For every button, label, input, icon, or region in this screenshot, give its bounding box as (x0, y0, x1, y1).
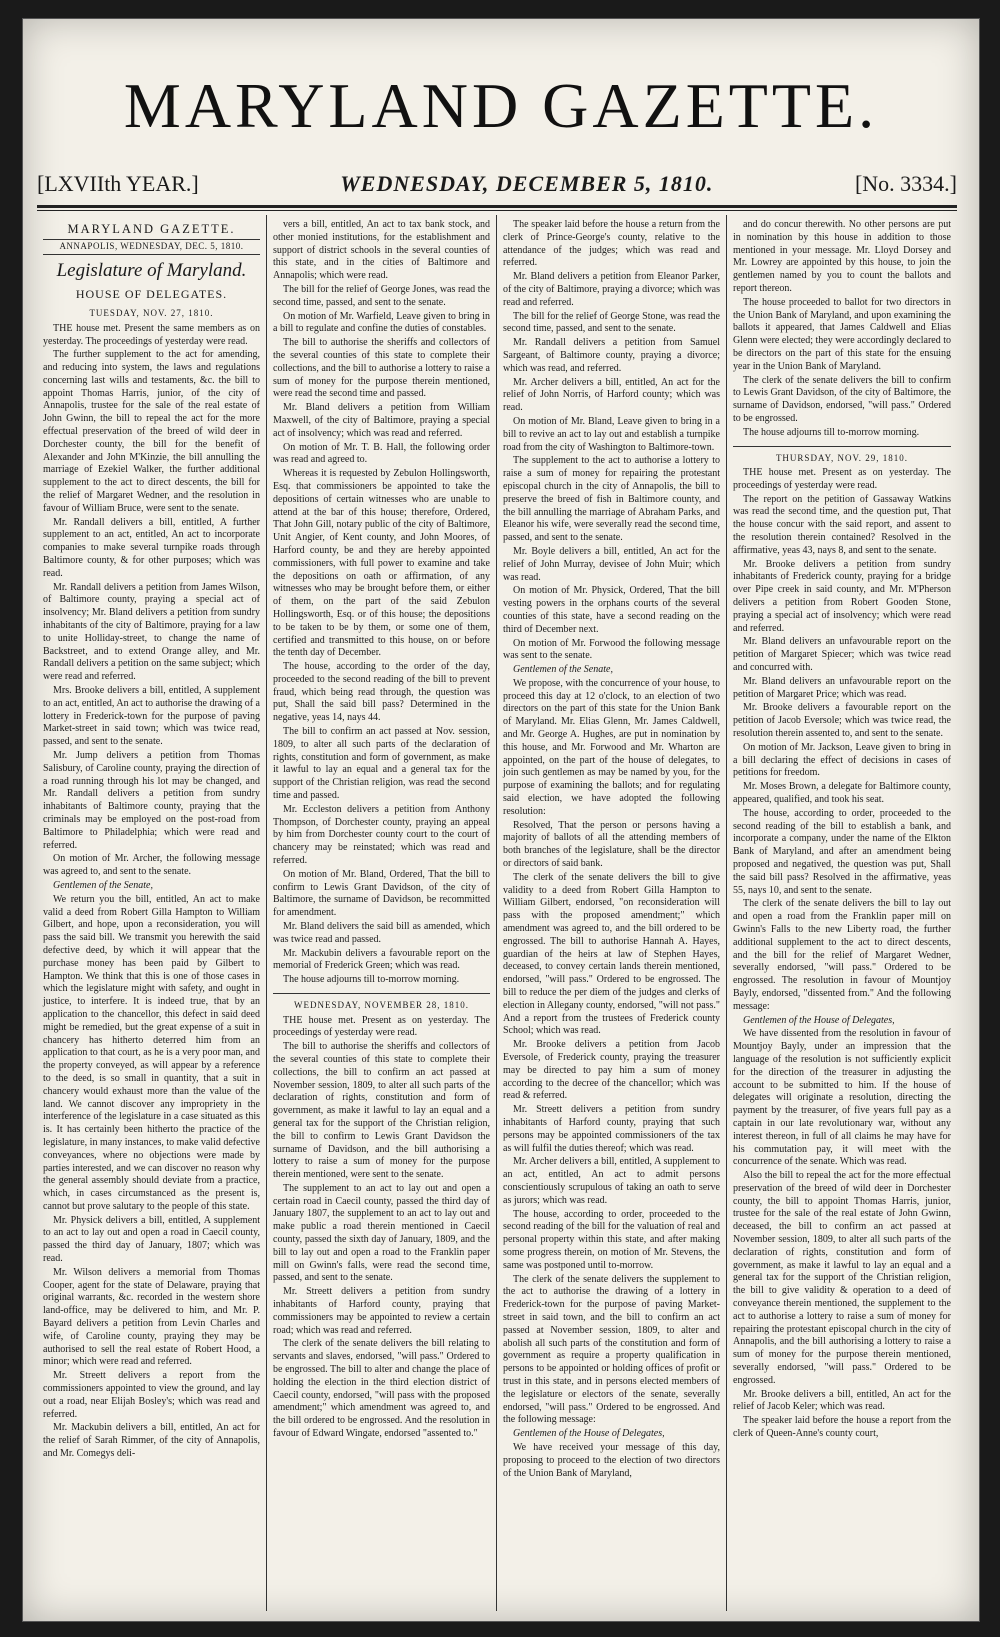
paragraph: On motion of Mr. Physick, Ordered, That the bill vesting powers in the orphans courts of the several counties of this state, have a second reading on the third of December next. (503, 585, 720, 635)
masthead-title: MARYLAND GAZETTE. (123, 70, 879, 141)
section-dateline: ANNAPOLIS, WEDNESDAY, DEC. 5, 1810. (43, 239, 260, 255)
message-salutation: Gentlemen of the Senate, (513, 664, 613, 676)
paragraph: Mr. Randall delivers a bill, entitled, A further supplement to an act, entitled, An act to incorporate companies to make several turnpike roads through Baltimore county, & for other purposes; which was read. (43, 516, 260, 579)
paragraph: We return you the bill, entitled, An act to make valid a deed from Robert Gilla Hampton to William Gilbert, and hope, upon a reconsideration, you will pass the said bill. We transmit you herewith the said defective deed, by which it will appear that the purchase money has been paid by Gilbert to Hampton. We think that this is one of those cases in which the legislature might with safety, and ought in justice, to interfere. It is indeed true, that by an application to the chancellor, this defect in said deed might be remedied, but the great expense of a suit in chancery has hitherto deterred him from an application to that court, as he is a very poor man, and the property conveyed, as will appear by a reference to the deed, is so small in quantity, that a suit in chancery would exhaust more than the value of the land. We cannot discover any impropriety in the interference of the legislature in a case situated as this is. It has certainly been hitherto the practice of the legislature, in many instances, to make valid defective conveyances, where no objections were made by parties interested, and we can discover no reason why the general assembly should deviate from a practice, which, in cases circumstanced as the present is, cannot but prove salutary to the people of this state. (43, 893, 260, 1212)
volume-year: [LXVIIth YEAR.] (37, 171, 199, 196)
paragraph: Mr. Brooke delivers a bill, entitled, An act for the relief of Jacob Keler; which was read. (733, 1388, 951, 1413)
paragraph: The bill to authorise the sheriffs and collectors of the several counties of this state to complete their collections, the bill to confirm an act passed at November session, 1809, to alter all such parts of the declaration of rights, constitution and form of government, as make it lawful to lay an equal and a general tax for the support of the Christian religion, the bill to confirm to Lewis Grant Davidson the surname of Davidson, and the bill authorising a lottery to raise a sum of money for the purpose therein mentioned, were sent to the senate. (273, 1041, 490, 1181)
paragraph: The house, according to order, proceeded to the second reading of the bill for the valuation of real and personal property within this state, and after making some progress therein, on motion of Mr. Stevens, the same was postponed until to-morrow. (503, 1208, 720, 1271)
message-salutation: Gentlemen of the House of Delegates, (513, 1428, 665, 1440)
paragraph: Mr. Boyle delivers a bill, entitled, An act for the relief of John Murray, devisee of John Muir; which was read. (503, 545, 720, 583)
paragraph: Mr. Bland delivers a petition from William Maxwell, of the city of Baltimore, praying a special act of insolvency; which was read and referred. (273, 402, 490, 439)
paragraph: Mr. Brooke delivers a petition from sundry inhabitants of Frederick county, praying for a bridge over Pipe creek in said county, and Mr. M'Pherson delivers a petition from Robert Gooden Stone, praying a special act of insolvency; which were read and referred. (733, 558, 951, 634)
paragraph: Mr. Archer delivers a bill, entitled, A supplement to an act, entitled, An act to admit persons conscientiously scrupulous of taking an oath to serve as jurors; which was read. (503, 1156, 720, 1206)
column-2 (267, 215, 497, 1611)
paragraph: Mrs. Brooke delivers a bill, entitled, A supplement to an act, entitled, An act to authorise the drawing of a lottery in Frederick-town for the purpose of paving Market-street in said town; which was twice read, passed, and sent to the senate. (43, 685, 260, 748)
paragraph: Mr. Randall delivers a petition from Samuel Sargeant, of Baltimore county, praying a divorce; which was read, and referred. (503, 337, 720, 374)
paragraph: Mr. Brooke delivers a petition from Jacob Eversole, of Frederick county, praying the treasurer may be directed to pay him a sum of money according to the decree of the chancellor; which was read & referred. (503, 1039, 720, 1102)
paragraph: Mr. Streett delivers a petition from sundry inhabitants of Harford county, praying that commissioners may be appointed to review a certain road; which was read and referred. (273, 1286, 490, 1336)
house-heading: HOUSE OF DELEGATES. (75, 286, 228, 301)
paragraph: The clerk of the senate delivers the bill to give validity to a deed from Robert Gilla Hampton to William Gilbert, endorsed, "on reconsideration will pass with the proposed amendment;" which amendment was agreed to, and the bill ordered to be engrossed. The bill to authorise Hannah A. Hayes, guardian of the heirs at law of Stephen Hayes, deceased, to convey certain lands therein mentioned, endorsed, "will pass." Ordered to be engrossed. The bill to reduce the per diem of the judges and clerks of election in Allegany county, endorsed, "will not pass." And a report from the trustees of Frederick county School; which was read. (503, 871, 720, 1037)
article-columns (37, 215, 957, 1611)
paragraph: On motion of Mr. Bland, Ordered, That the bill to confirm to Lewis Grant Davidson, of the city of Baltimore, the surname of Davidson, be recommitted for amendment. (273, 868, 490, 919)
paragraph: On motion of Mr. Jackson, Leave given to bring in a bill declaring the effect of decisions in cases of petitions for freedom. (733, 741, 951, 779)
divider (733, 446, 951, 447)
section-title: MARYLAND GAZETTE. (67, 222, 236, 236)
paragraph: We propose, with the concurrence of your house, to proceed this day at 12 o'clock, to an election of two directors on the part of this state for the Union Bank of Maryland. Mr. Elias Glenn, Mr. James Caldwell, and Mr. George A. Hughes, are put in nomination by this house, and Mr. Forwood and Mr. Wharton are appointed, on the part of the house of delegates, to join such gentlemen as may be named by you, for the purpose of examining the ballots; and for regulating said election, we have adopted the following resolution: (503, 677, 720, 817)
adjourn-note: The house adjourns till to-morrow morning. (283, 974, 460, 986)
paragraph: The house proceeded to ballot for two directors in the Union Bank of Maryland, and upon examining the ballots it appeared, that James Caldwell and Elias Glenn were elected; they were accordingly declared to be directors on the part of this state for the ensuing year in the Union Bank of Maryland. (733, 296, 951, 372)
paragraph: The house, according to order, proceeded to the second reading of the bill to establish a bank, and incorporate a company, under the name of the Elkton Bank of Maryland, and after an amendment being proposed and negatived, the question was put, Shall the said bill pass? Resolved in the affirmative, yeas 55, nays 10, and sent to the senate. (733, 807, 951, 896)
paragraph: On motion of Mr. Bland, Leave given to bring in a bill to revive an act to lay out and establish a turnpike road from the city of Washington to Baltimore-town. (503, 415, 720, 453)
paragraph: Mr. Eccleston delivers a petition from Anthony Thompson, of Dorchester county, praying an appeal by him from Dorchester county court to the court of chancery may be reinstated; which was read and referred. (273, 803, 490, 867)
paragraph: Resolved, That the person or persons having a majority of ballots of all the attending members of both branches of the legislature, shall be the director or directors of said bank. (503, 819, 720, 870)
paragraph: Whereas it is requested by Zebulon Hollingsworth, Esq. that commissioners be appointed to take the depositions of certain witnesses who are unable to attend at the bar of this house; therefore, Ordered, That John Gill, notary public of the city of Baltimore, Unit Angier, of Kent county, and John Moores, of Harford county, be and they are hereby appointed commissioners, with full power to examine and take the depositions on oath or affirmation, of any witnesses who may be brought before them, or either of them, on the part of the said Zebulon Hollingsworth, Esq. or of this house; the depositions to be taken to be by them, or some one of them, certified and transmitted to this house, on or before the tenth day of December. (273, 468, 490, 659)
paragraph: Mr. Mackubin delivers a bill, entitled, An act for the relief of Sarah Rimmer, of the city of Annapolis, and Mr. Comegys deli- (43, 1422, 260, 1460)
dateline (37, 167, 957, 201)
paragraph: The bill for the relief of George Jones, was read the second time, passed, and sent to the senate. (273, 283, 490, 308)
paragraph: Mr. Physick delivers a bill, entitled, A supplement to an act to lay out and open a road in Caecil county, passed the third day of January, 1807; which was read. (43, 1214, 260, 1265)
paragraph: Mr. Wilson delivers a memorial from Thomas Cooper, agent for the state of Delaware, praying that original warrants, &c. recorded in the western shore land-office, may be delivered to him, and Mr. P. Bayard delivers a petition from Levin Charles and wife, of Caroline county, praying they may be authorised to sell the real estate of Robert Hood, a minor; which were read and referred. (43, 1266, 260, 1368)
paragraph: Mr. Moses Brown, a delegate for Baltimore county, appeared, qualified, and took his seat. (733, 781, 951, 805)
day-heading: TUESDAY, NOV. 27, 1810. (89, 308, 214, 319)
paragraph: THE house met. Present the same members as on yesterday. The proceedings of yesterday were read. (43, 322, 260, 347)
paragraph: The speaker laid before the house a report from the clerk of Queen-Anne's county court, (733, 1415, 951, 1440)
paragraph: Mr. Bland delivers the said bill as amended, which was twice read and passed. (273, 921, 490, 945)
paragraph: On motion of Mr. Forwood the following message was sent to the senate. (503, 637, 720, 662)
paragraph: The supplement to an act to lay out and open a certain road in Caecil county, passed the third day of January 1807, the supplement to an act to lay out and make public a road therein mentioned in Caecil county, passed the sixth day of January, 1809, and the bill to lay out and open a road to the Franklin paper mill on Gwinn's falls, were read the second time, passed, and sent to the senate. (273, 1182, 490, 1284)
paragraph: On motion of Mr. Warfield, Leave given to bring in a bill to regulate and confine the duties of constables. (273, 310, 490, 335)
paragraph: The clerk of the senate delivers the bill relating to servants and slaves, endorsed, "will pass." Ordered to be engrossed. The bill to alter and change the place of holding the election in the third election district of Caecil county, endorsed, "will pass with the proposed amendment;" which amendment was agreed to, and the bill ordered to be engrossed. And the resolution in favour of Edward Wingate, endorsed "assented to." (273, 1338, 490, 1440)
paragraph: Mr. Mackubin delivers a favourable report on the memorial of Frederick Green; which was read. (273, 947, 490, 972)
paragraph: On motion of Mr. Archer, the following message was agreed to, and sent to the senate. (43, 853, 260, 878)
paragraph: The bill to authorise the sheriffs and collectors of the several counties of this state to complete their collections, and the bill to authorise a lottery to raise a sum of money for the purpose therein mentioned, were read the second time and passed. (273, 337, 490, 400)
paragraph: Mr. Bland delivers a petition from Eleanor Parker, of the city of Baltimore, praying a divorce; which was read and referred. (503, 271, 720, 308)
adjourn-note: The house adjourns till to-morrow morning. (743, 426, 920, 438)
paragraph: The bill to confirm an act passed at Nov. session, 1809, to alter all such parts of the declaration of rights, constitution and form of government, as make it lawful to lay an equal and a general tax for the support of the Christian religion, was read the second time and passed. (273, 726, 490, 802)
newspaper-page (22, 18, 980, 1622)
message-salutation: Gentlemen of the House of Delegates, (743, 1014, 895, 1026)
paragraph: The report on the petition of Gassaway Watkins was read the second time, and the question put, That the house concur with the said report, and assent to the resolution therein contained? Resolved in the affirmative, yeas 43, nays 8, and sent to the senate. (733, 493, 951, 556)
dateline-rule-thin (37, 210, 957, 211)
divider (273, 993, 490, 994)
paragraph: vers a bill, entitled, An act to tax bank stock, and other monied institutions, for the establishment and support of district schools in the several counties of this state, and in the cities of Baltimore and Annapolis; which were read. (273, 219, 490, 282)
paragraph: Mr. Jump delivers a petition from Thomas Salisbury, of Caroline county, praying the direction of a road running through his lot may be changed, and Mr. Randall delivers a petition from sundry inhabitants of Baltimore county, praying that the criminals may be employed on the post-road from Baltimore to Philadelphia; which were read and referred. (43, 750, 260, 851)
paragraph: The house, according to the order of the day, proceeded to the second reading of the bill to prevent fraud, which being read through, the question was put, Shall the said bill pass? Determined in the negative, yeas 14, nays 44. (273, 661, 490, 724)
paragraph: We have received your message of this day, proposing to proceed to the election of two directors of the Union Bank of Maryland, (503, 1441, 720, 1479)
paragraph: and do concur therewith. No other persons are put in nomination by this house in addition to those mentioned in your message. Mr. Lloyd Dorsey and Mr. Lowrey are appointed by this house, to join the gentlemen named by you to count the ballots and report thereon. (733, 219, 951, 294)
paragraph: The bill for the relief of George Stone, was read the second time, passed, and sent to the senate. (503, 310, 720, 335)
paragraph: Mr. Streett delivers a report from the commissioners appointed to view the ground, and lay out a road, near Elijah Bosley's; which was read and referred. (43, 1370, 260, 1420)
paragraph: The further supplement to the act for amending, and reducing into system, the laws and regulations concerning last wills and testaments, &c. the bill to appoint Thomas Harris, junior, of the city of Annapolis, trustee for the sale of the real estate of John Gwinn, the bill to repeal the act for the more effectual preservation of the breed of wild deer in Dorchester county, the bill for the benefit of Alexander and John M'Kinzie, the bill annulling the marriage of Ezekiel Walker, the further additional supplement to the act to direct descents, the bill for the relief of Margaret Wedner, and the resolution in favour of William Bruce, were sent to the senate. (43, 349, 260, 514)
paragraph: Mr. Randall delivers a petition from James Wilson, of Baltimore county, praying a special act of insolvency; Mr. Bland delivers a petition from sundry inhabitants of the city of Baltimore, praying for a law to unite Holliday-street, to change the name of Backstreet, and to extend Orange alley, and Mr. Randall delivers a petition on the same subject; which were read and referred. (43, 581, 260, 683)
legislature-heading: Legislature of Maryland. (56, 259, 247, 281)
paragraph: Mr. Bland delivers an unfavourable report on the petition of Margaret Price; which was read. (733, 675, 951, 700)
paragraph: THE house met. Present as on yesterday. The proceedings of yesterday were read. (733, 467, 951, 491)
paragraph: On motion of Mr. T. B. Hall, the following order was read and agreed to. (273, 441, 490, 466)
paragraph: We have dissented from the resolution in favour of Mountjoy Bayly, under an impression that the language of the resolution is not sufficiently explicit for the direction of the treasurer in adjusting the account to be submitted to him. If the house of delegates will originate a resolution, directing the payment by the treasurer, of five years full pay as a captain in our late revolutionary war, without any interest thereon, in full of all claims he may have for his commutation pay, it will meet with the concurrence of the senate. Which was read. (733, 1028, 951, 1168)
paragraph: The clerk of the senate delivers the bill to confirm to Lewis Grant Davidson, of the city of Baltimore, the surname of Davidson, endorsed, "will pass." Ordered to be engrossed. (733, 374, 951, 424)
paragraph: The supplement to the act to authorise a lottery to raise a sum of money for repairing the protestant episcopal church in the city of Annapolis, the bill to preserve the breed of fish in Baltimore county, and the bill annulling the marriage of Abraham Parks, and Eleanor his wife, were severally read the second time, passed, and sent to the senate. (503, 455, 720, 544)
paragraph: THE house met. Present as on yesterday. The proceedings of yesterday were read. (273, 1014, 490, 1039)
paragraph: Mr. Archer delivers a bill, entitled, An act for the relief of John Norris, of Harford county; which was read. (503, 376, 720, 414)
day-heading: WEDNESDAY, NOVEMBER 28, 1810. (293, 1000, 469, 1011)
day-heading: THURSDAY, NOV. 29, 1810. (775, 452, 909, 463)
paragraph: Mr. Streett delivers a petition from sundry inhabitants of Harford county, praying that such persons may be appointed commissioners of the tax as will fulfil the duties thereof; which was read. (503, 1104, 720, 1154)
issue-date: WEDNESDAY, DECEMBER 5, 1810. (340, 171, 714, 196)
column-1 (37, 215, 267, 1611)
column-3 (497, 215, 727, 1611)
column-4 (727, 215, 957, 1611)
paragraph: The clerk of the senate delivers the supplement to the act to authorise the drawing of a lottery in Frederick-town for the purpose of paving Market-street in said town, and the bill to confirm an act passed at November session, 1809, to alter and abolish all such parts of the constitution and form of government as require a property qualification in persons to be appointed or holding offices of profit or trust in this state, and in persons elected members of the legislature or electors of the senate, severally endorsed, "will pass." Ordered to be engrossed. And the following message: (503, 1273, 720, 1426)
paragraph: Mr. Bland delivers an unfavourable report on the petition of Margaret Spiecer; which was twice read and concurred with. (733, 636, 951, 674)
message-salutation: Gentlemen of the Senate, (53, 879, 153, 891)
dateline-rule (37, 205, 957, 208)
paragraph: The speaker laid before the house a return from the clerk of Prince-George's county, relative to the attendance of the judges; which was read and referred. (503, 219, 720, 269)
issue-number: [No. 3334.] (854, 171, 957, 196)
paragraph: Mr. Brooke delivers a favourable report on the petition of Jacob Eversole; which was twice read, the resolution therein assented to, and sent to the senate. (733, 702, 951, 739)
paragraph: Also the bill to repeal the act for the more effectual preservation of the breed of wild deer in Dorchester county, the bill to appoint Thomas Harris, junior, trustee for the sale of the real estate of John Gwinn, deceased, the bill to confirm an act passed at November session, 1809, to alter all such parts of the declaration of rights, constitution and form of government, as make it lawful to lay an equal and a general tax for the support of the Christian religion, the bill to give validity & operation to a deed of conveyance therein mentioned, the supplement to the act to authorise a lottery to raise a sum of money for repairing the protestant episcopal church in the city of Annapolis, and the bill authorising a lottery to raise a sum of money for the purpose therein mentioned, severally endorsed, "will pass." Ordered to be engrossed. (733, 1170, 951, 1386)
paragraph: The clerk of the senate delivers the bill to lay out and open a road from the Franklin paper mill on Gwinn's Falls to the new Liberty road, the further additional supplement to the act to direct descents, and the bill for the relief of Margaret Wedner, severally endorsed, "will pass." Ordered to be engrossed. The resolution in favour of Mountjoy Bayly, endorsed, "dissented from." And the following message: (733, 898, 951, 1012)
